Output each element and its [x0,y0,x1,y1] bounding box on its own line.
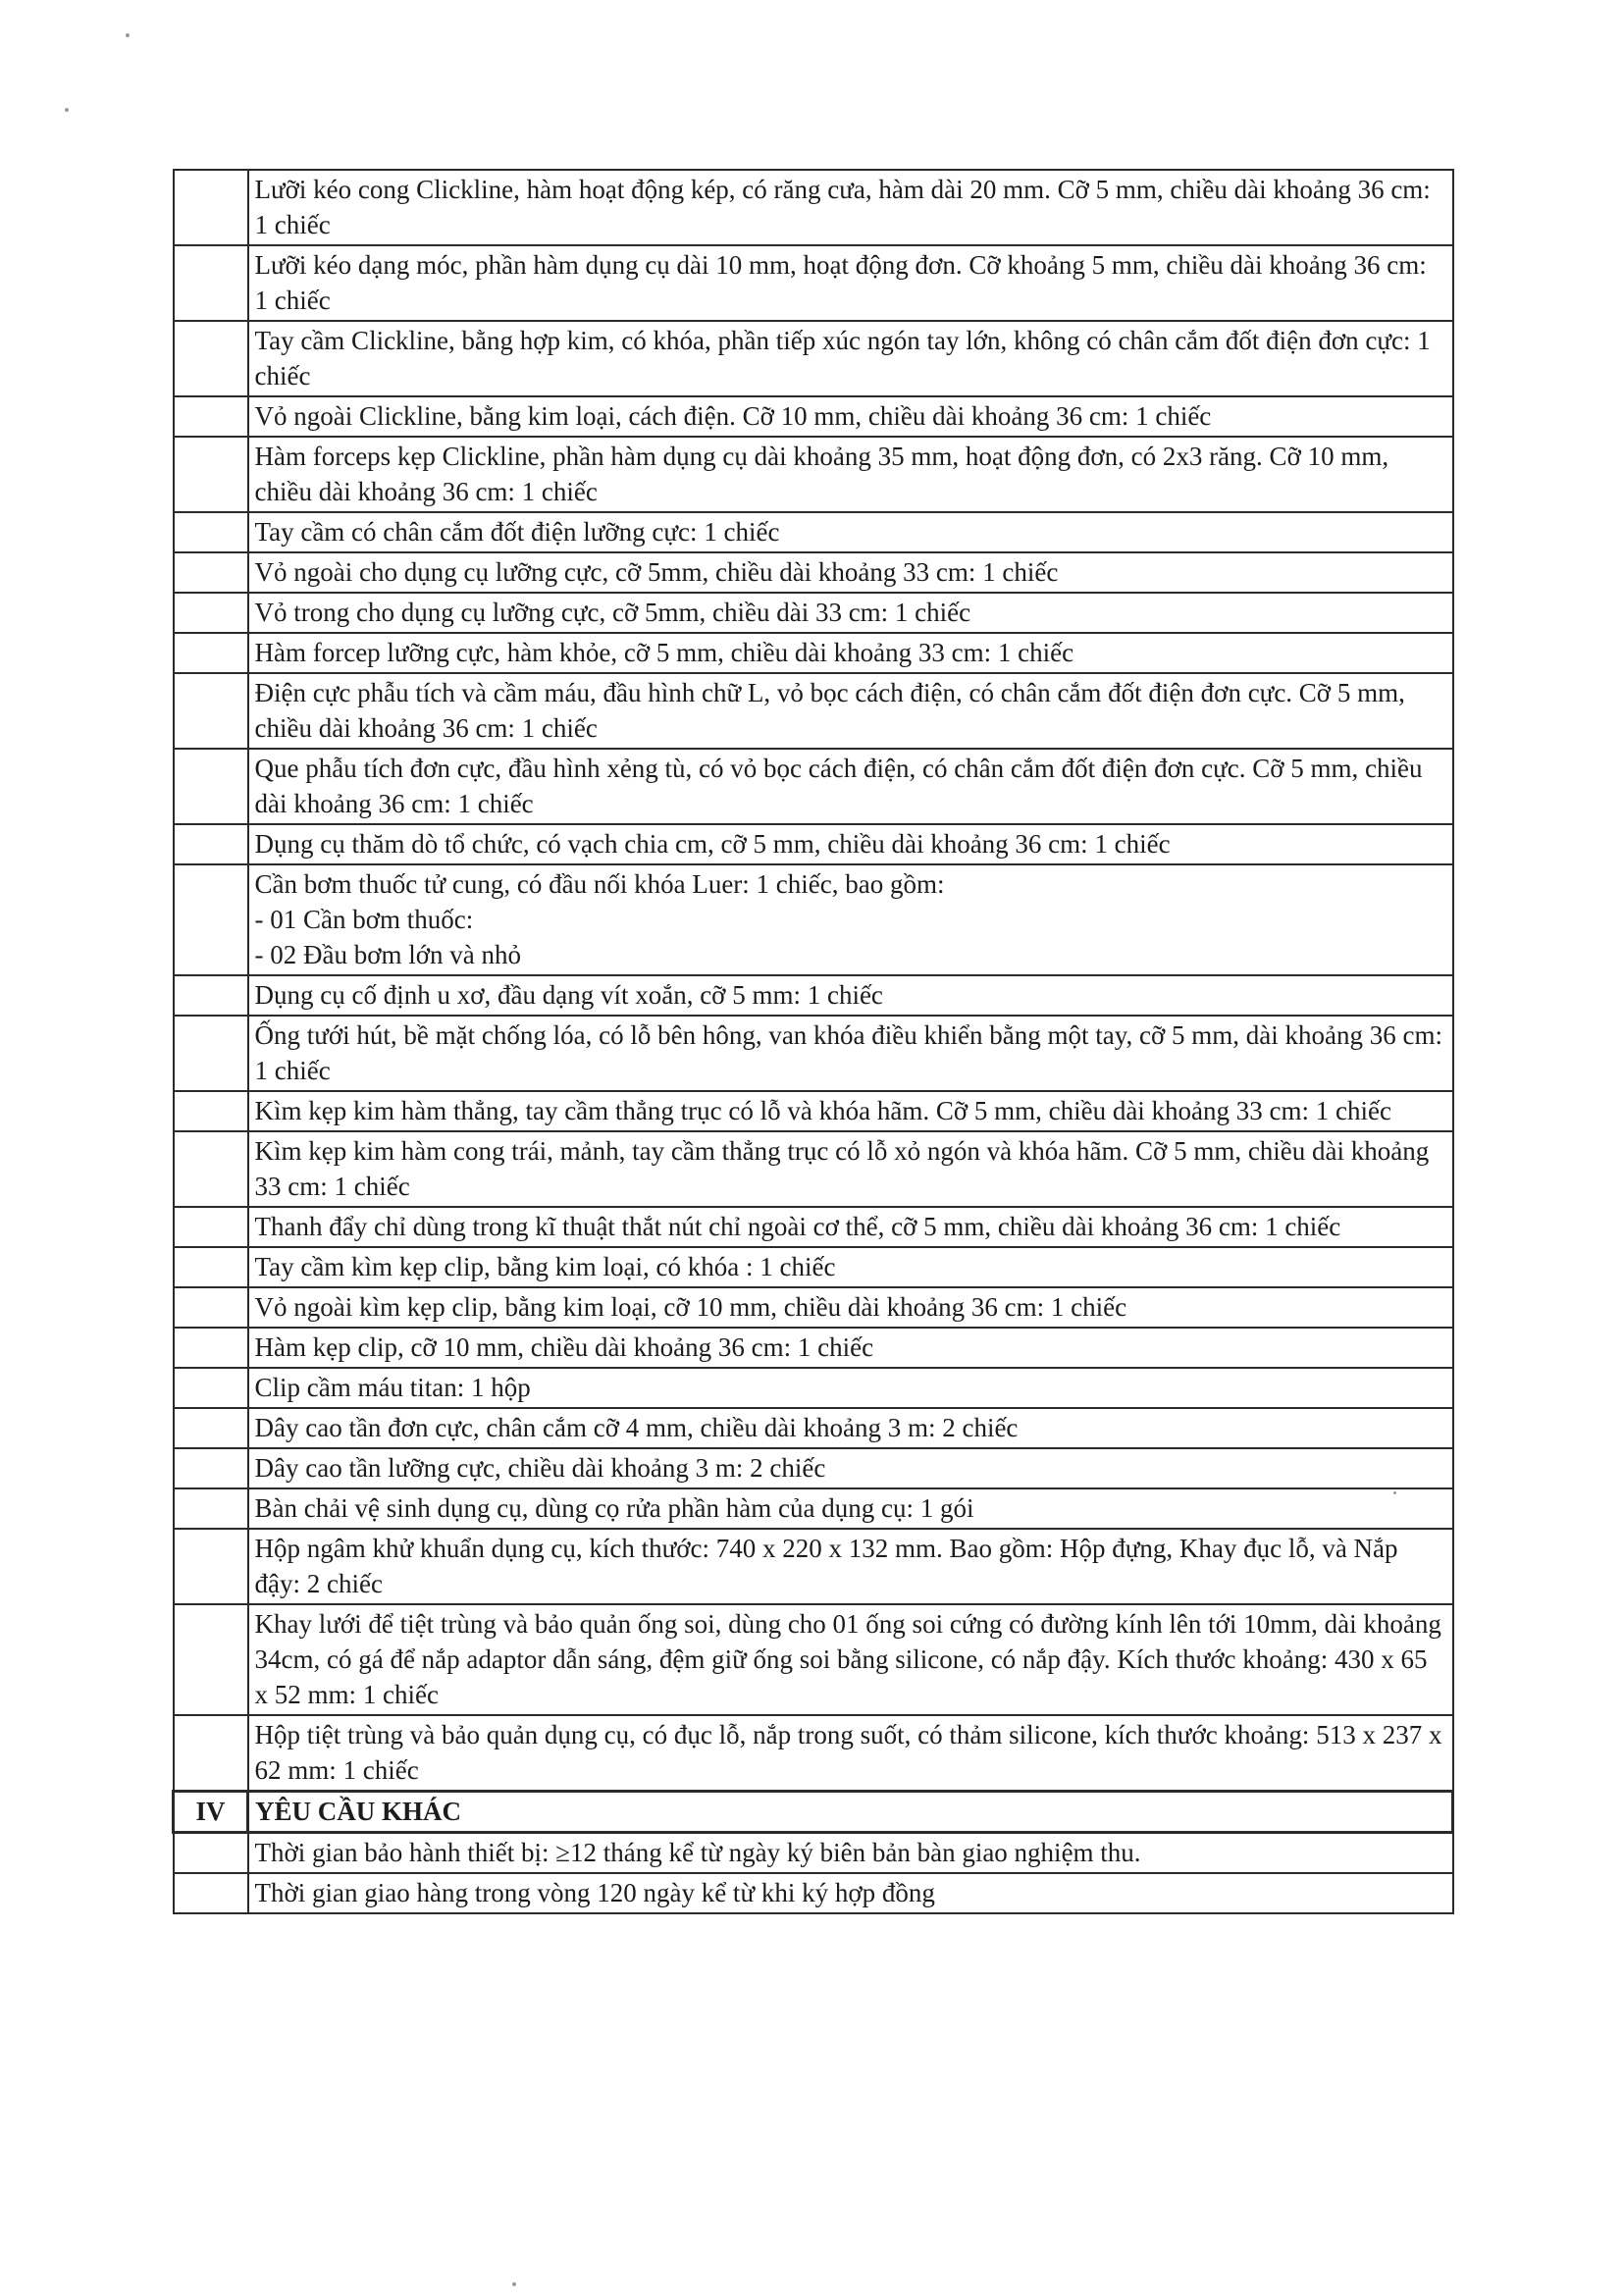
row-number-cell [174,1091,248,1131]
table-row [174,396,1453,437]
item-description-cell: Dụng cụ cố định u xơ, đầu dạng vít xoắn, cỡ 5 mm: 1 chiếc [248,975,1453,1016]
row-number-cell [174,1207,248,1247]
item-description-cell: Vỏ ngoài Clickline, bằng kim loại, cách điện. Cỡ 10 mm, chiều dài khoảng 36 cm: 1 chiếc [248,396,1453,437]
item-description-cell: Tay cầm Clickline, bằng hợp kim, có khóa, phần tiếp xúc ngón tay lớn, không có chân cắm đốt điện đơn cực: 1 chiếc [248,321,1453,396]
table-row [174,1091,1453,1131]
item-description-cell: Dây cao tần đơn cực, chân cắm cỡ 4 mm, chiều dài khoảng 3 m: 2 chiếc [248,1408,1453,1448]
scan-speck [512,2282,516,2286]
row-number-cell [174,1833,248,1874]
row-number-cell [174,975,248,1016]
row-number-cell [174,1604,248,1715]
row-number-cell [174,824,248,864]
item-description-cell: Khay lưới để tiệt trùng và bảo quản ống soi, dùng cho 01 ống soi cứng có đường kính lên tới 10mm, dài khoảng 34cm, có gá để nắp adaptor dẫn sáng, đệm giữ ống soi bằng silicone, có nắp đậy. Kích thước khoảng: 430 x 65 x 52 mm: 1 chiếc [248,1604,1453,1715]
table-row [174,1833,1453,1874]
spec-table-body [174,170,1453,1913]
item-description-cell: Kìm kẹp kim hàm thẳng, tay cầm thẳng trục có lỗ và khóa hãm. Cỡ 5 mm, chiều dài khoảng 33 cm: 1 chiếc [248,1091,1453,1131]
item-description-cell: Thời gian giao hàng trong vòng 120 ngày kể từ khi ký hợp đồng [248,1873,1453,1913]
table-row [174,1207,1453,1247]
table-row [174,1247,1453,1287]
table-row [174,1873,1453,1913]
row-number-cell [174,1715,248,1792]
row-number-cell [174,512,248,552]
table-row [174,975,1453,1016]
table-row [174,552,1453,593]
item-description-cell: Ống tưới hút, bề mặt chống lóa, có lỗ bên hông, van khóa điều khiển bằng một tay, cỡ 5 mm, dài khoảng 36 cm: 1 chiếc [248,1016,1453,1091]
spec-table [172,169,1454,1914]
row-number-cell [174,749,248,824]
table-row [174,321,1453,396]
item-description-cell: Vỏ ngoài kìm kẹp clip, bằng kim loại, cỡ 10 mm, chiều dài khoảng 36 cm: 1 chiếc [248,1287,1453,1328]
item-description-cell: Hộp ngâm khử khuẩn dụng cụ, kích thước: 740 x 220 x 132 mm. Bao gồm: Hộp đựng, Khay đục lỗ, và Nắp đậy: 2 chiếc [248,1529,1453,1604]
row-number-cell [174,864,248,975]
item-description-cell: Vỏ ngoài cho dụng cụ lưỡng cực, cỡ 5mm, chiều dài khoảng 33 cm: 1 chiếc [248,552,1453,593]
table-row [174,749,1453,824]
table-row [174,170,1453,245]
row-number-cell [174,1408,248,1448]
row-number-cell [174,437,248,512]
item-description-cell: Hộp tiệt trùng và bảo quản dụng cụ, có đục lỗ, nắp trong suốt, có thảm silicone, kích thước khoảng: 513 x 237 x 62 mm: 1 chiếc [248,1715,1453,1792]
row-number-cell [174,1131,248,1207]
table-row [174,824,1453,864]
row-number-cell [174,1448,248,1488]
item-description-cell: Lưỡi kéo dạng móc, phần hàm dụng cụ dài 10 mm, hoạt động đơn. Cỡ khoảng 5 mm, chiều dài khoảng 36 cm: 1 chiếc [248,245,1453,321]
item-description-cell: Điện cực phẫu tích và cầm máu, đầu hình chữ L, vỏ bọc cách điện, có chân cắm đốt điện đơn cực. Cỡ 5 mm, chiều dài khoảng 36 cm: 1 chiếc [248,673,1453,749]
table-row [174,1368,1453,1408]
table-row [174,1408,1453,1448]
row-number-cell [174,1328,248,1368]
row-number-cell [174,396,248,437]
table-row [174,633,1453,673]
row-number-cell [174,1368,248,1408]
row-number-cell [174,170,248,245]
item-description-cell: Hàm forcep lưỡng cực, hàm khỏe, cỡ 5 mm, chiều dài khoảng 33 cm: 1 chiếc [248,633,1453,673]
item-description-cell: Cần bơm thuốc tử cung, có đầu nối khóa Luer: 1 chiếc, bao gồm: - 01 Cần bơm thuốc: - 02 Đầu bơm lớn và nhỏ [248,864,1453,975]
row-number-cell [174,1287,248,1328]
item-description-cell: Hàm forceps kẹp Clickline, phần hàm dụng cụ dài khoảng 35 mm, hoạt động đơn, có 2x3 răng. Cỡ 10 mm, chiều dài khoảng 36 cm: 1 chiếc [248,437,1453,512]
item-description-cell: Thời gian bảo hành thiết bị: ≥12 tháng kể từ ngày ký biên bản bàn giao nghiệm thu. [248,1833,1453,1874]
row-number-cell [174,245,248,321]
item-description-cell: Dụng cụ thăm dò tổ chức, có vạch chia cm, cỡ 5 mm, chiều dài khoảng 36 cm: 1 chiếc [248,824,1453,864]
row-number-cell [174,1247,248,1287]
table-row [174,245,1453,321]
row-number-cell [174,673,248,749]
table-row [174,512,1453,552]
table-row [174,1448,1453,1488]
row-number-cell [174,633,248,673]
item-description-cell: Thanh đẩy chỉ dùng trong kĩ thuật thắt nút chỉ ngoài cơ thể, cỡ 5 mm, chiều dài khoảng 36 cm: 1 chiếc [248,1207,1453,1247]
table-row [174,437,1453,512]
table-row [174,673,1453,749]
table-row [174,1604,1453,1715]
item-description-cell: Lưỡi kéo cong Clickline, hàm hoạt động kép, có răng cưa, hàm dài 20 mm. Cỡ 5 mm, chiều dài khoảng 36 cm: 1 chiếc [248,170,1453,245]
item-description-cell: Tay cầm kìm kẹp clip, bằng kim loại, có khóa : 1 chiếc [248,1247,1453,1287]
table-row [174,1715,1453,1792]
table-row [174,1131,1453,1207]
item-description-cell: Kìm kẹp kim hàm cong trái, mảnh, tay cầm thẳng trục có lỗ xỏ ngón và khóa hãm. Cỡ 5 mm, chiều dài khoảng 33 cm: 1 chiếc [248,1131,1453,1207]
item-description-cell: Clip cầm máu titan: 1 hộp [248,1368,1453,1408]
scan-speck [65,108,69,112]
row-number-cell [174,552,248,593]
table-row [174,1529,1453,1604]
item-description-cell: Dây cao tần lưỡng cực, chiều dài khoảng 3 m: 2 chiếc [248,1448,1453,1488]
section-title-cell: YÊU CẦU KHÁC [248,1792,1453,1833]
row-number-cell [174,1016,248,1091]
item-description-cell: Hàm kẹp clip, cỡ 10 mm, chiều dài khoảng 36 cm: 1 chiếc [248,1328,1453,1368]
row-number-cell [174,1529,248,1604]
item-description-cell: Tay cầm có chân cắm đốt điện lưỡng cực: 1 chiếc [248,512,1453,552]
row-number-cell: IV [174,1792,248,1833]
row-number-cell [174,593,248,633]
item-description-cell: Que phẫu tích đơn cực, đầu hình xẻng tù, có vỏ bọc cách điện, có chân cắm đốt điện đơn cực. Cỡ 5 mm, chiều dài khoảng 36 cm: 1 chiếc [248,749,1453,824]
table-row [174,1328,1453,1368]
table-row [174,864,1453,975]
row-number-cell [174,1488,248,1529]
item-description-cell: Vỏ trong cho dụng cụ lưỡng cực, cỡ 5mm, chiều dài 33 cm: 1 chiếc [248,593,1453,633]
scan-speck [126,33,130,37]
section-header-row [174,1792,1453,1833]
row-number-cell [174,1873,248,1913]
table-row [174,593,1453,633]
row-number-cell [174,321,248,396]
table-row [174,1287,1453,1328]
table-row [174,1016,1453,1091]
table-row [174,1488,1453,1529]
item-description-cell: Bàn chải vệ sinh dụng cụ, dùng cọ rửa phần hàm của dụng cụ: 1 gói [248,1488,1453,1529]
